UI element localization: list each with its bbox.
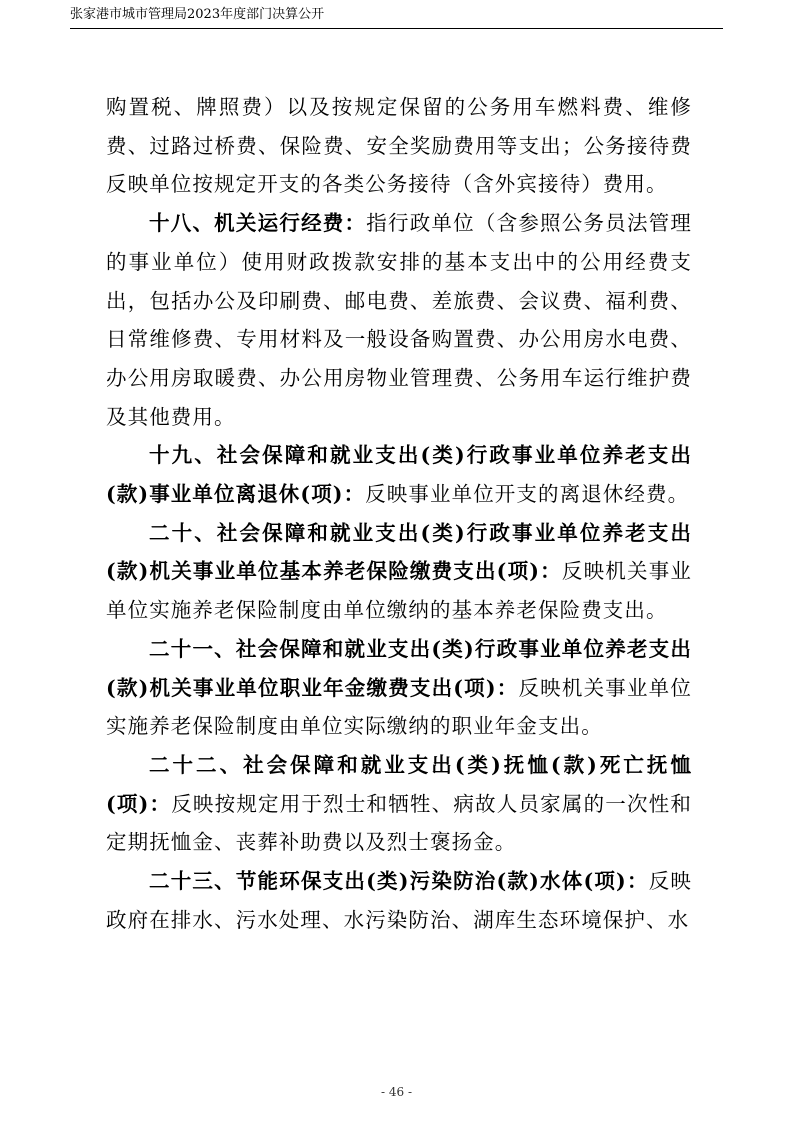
paragraph-text: 反映按规定用于烈士和牺牲、病故人员家属的一次性和定期抚恤金、丧葬补助费以及烈士褒扬金。 <box>106 791 692 855</box>
paragraph-item-20 <box>106 514 692 630</box>
paragraph-item-21 <box>106 630 692 746</box>
paragraph-term: 二十一、社会保障和就业支出(类)行政事业单位养老支出(款)机关事业单位职业年金缴费支出(项)： <box>106 636 692 700</box>
paragraph-item-19 <box>106 436 692 513</box>
paragraph-term: 十九、社会保障和就业支出(类)行政事业单位养老支出(款)事业单位离退休(项)： <box>106 443 692 507</box>
paragraph-text: 购置税、牌照费）以及按规定保留的公务用车燃料费、维修费、过路过桥费、保险费、安全奖励费用等支出；公务接待费反映单位按规定开支的各类公务接待（含外宾接待）费用。 <box>106 95 692 197</box>
paragraph-term: 二十三、节能环保支出(类)污染防治(款)水体(项)： <box>149 869 649 894</box>
paragraph-item-23 <box>106 862 692 939</box>
paragraph-item-18 <box>106 204 692 436</box>
page-number: - 46 - <box>380 1085 412 1099</box>
page-header: 张家港市城市管理局2023年度部门决算公开 <box>70 7 325 22</box>
paragraph-text: 反映事业单位开支的离退休经费。 <box>365 482 690 507</box>
paragraph-term: 二十二、社会保障和就业支出(类)抚恤(款)死亡抚恤(项)： <box>106 752 692 816</box>
paragraph-text: 反映机关事业单位实施养老保险制度由单位实际缴纳的职业年金支出。 <box>106 675 692 739</box>
paragraph-text: 指行政单位（含参照公务员法管理的事业单位）使用财政拨款安排的基本支出中的公用经费支出，包括办公及印刷费、邮电费、差旅费、会议费、福利费、日常维修费、专用材料及一般设备购置费、办公用房水电费、办公用房取暖费、办公用房物业管理费、公务用车运行维护费及其他费用。 <box>106 211 692 429</box>
paragraph-item-22 <box>106 746 692 862</box>
paragraph-term: 十八、机关运行经费： <box>149 211 367 236</box>
paragraph-text: 反映政府在排水、污水处理、水污染防治、湖库生态环境保护、水 <box>106 869 692 932</box>
paragraph-continuation <box>106 88 692 204</box>
paragraph-text: 反映机关事业单位实施养老保险制度由单位缴纳的基本养老保险费支出。 <box>106 559 692 623</box>
document-body <box>106 88 692 939</box>
paragraph-term: 二十、社会保障和就业支出(类)行政事业单位养老支出(款)机关事业单位基本养老保险缴费支出(项)： <box>106 520 692 584</box>
header-divider <box>70 28 723 29</box>
